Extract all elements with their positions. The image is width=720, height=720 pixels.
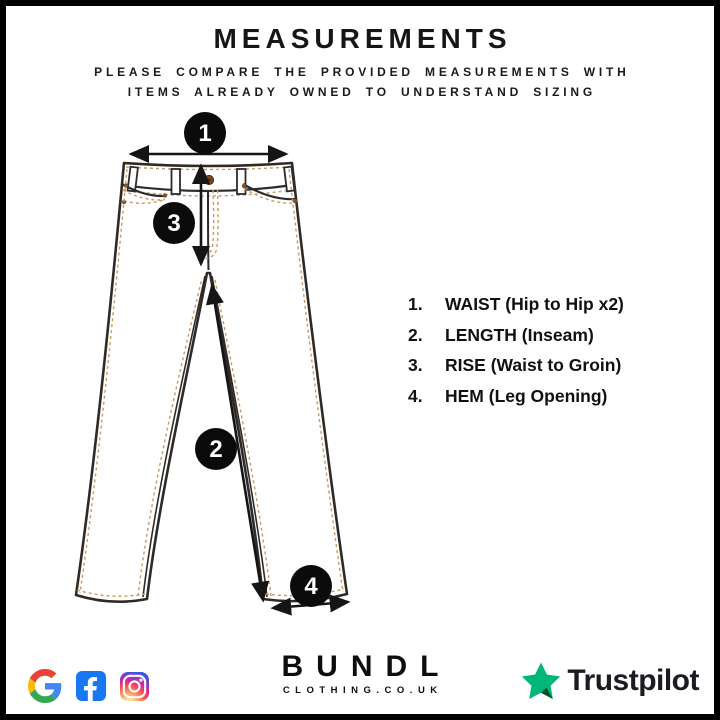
instagram-icon [120, 672, 149, 701]
trustpilot-label: Trustpilot [567, 664, 699, 697]
legend-label: LENGTH (Inseam) [445, 324, 594, 345]
subtitle-line-1: PLEASE COMPARE THE PROVIDED MEASUREMENTS WITH [94, 65, 630, 79]
brand-logo [281, 650, 452, 696]
brand-name: BUNDL [281, 650, 452, 683]
legend-label: HEM (Leg Opening) [445, 385, 608, 406]
legend-item-rise [408, 355, 624, 376]
facebook-icon [76, 671, 106, 701]
jeans-measurement-diagram [61, 106, 401, 626]
social-icons [28, 669, 149, 703]
marker-3-number: 3 [167, 210, 181, 237]
marker-4-number: 4 [304, 573, 318, 600]
legend-label: RISE (Waist to Groin) [445, 355, 622, 375]
trustpilot-logo [520, 661, 699, 701]
legend-item-hem [408, 386, 624, 407]
legend-number: 2. [408, 324, 423, 345]
legend-number: 4. [408, 385, 423, 406]
marker-1-waist [184, 112, 226, 154]
marker-2-number: 2 [209, 436, 223, 463]
legend-number: 1. [408, 294, 423, 314]
legend-label: WAIST (Hip to Hip x2) [445, 294, 624, 314]
brand-domain: CLOTHING.CO.UK [282, 685, 443, 696]
marker-4-hem [290, 565, 332, 607]
legend-number: 3. [408, 355, 423, 375]
google-icon [28, 669, 62, 703]
measurement-legend [408, 294, 624, 416]
subtitle-line-2: ITEMS ALREADY OWNED TO UNDERSTAND SIZING [127, 85, 597, 99]
jeans-silhouette [76, 163, 347, 602]
marker-2-length [195, 428, 237, 470]
jeans-button-center [207, 178, 210, 181]
subtitle [6, 62, 718, 102]
page-title: MEASUREMENTS [213, 23, 512, 54]
legend-item-waist [408, 294, 624, 315]
marker-1-number: 1 [198, 120, 212, 147]
header [6, 6, 714, 102]
trustpilot-star-icon [520, 661, 562, 701]
legend-item-length [408, 325, 624, 346]
marker-3-rise [153, 202, 195, 244]
